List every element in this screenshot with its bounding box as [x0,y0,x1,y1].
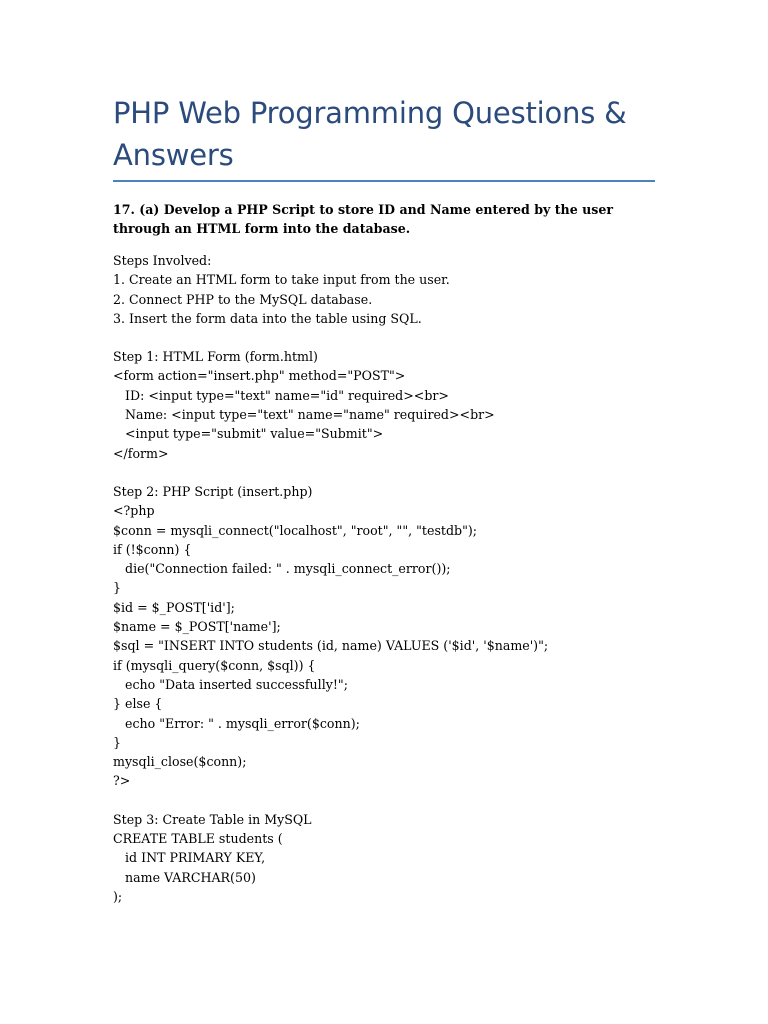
text-line: } [113,734,122,750]
text-line: $sql = "INSERT INTO students (id, name) VALUES ('$id', '$name')"; [113,638,549,654]
title-divider [113,180,655,182]
text-line: } [113,580,122,596]
text-line: $id = $_POST['id']; [113,599,235,615]
text-line: ID: <input type="text" name="id" required><br> [113,387,449,403]
text-line: $conn = mysqli_connect("localhost", "root", "", "testdb"); [113,522,478,538]
text-line: Step 3: Create Table in MySQL [113,811,312,827]
step3-section [113,810,655,906]
question-text: 17. (a) Develop a PHP Script to store ID and Name entered by the user through an HTML form into the database. [113,202,613,236]
text-line: if (!$conn) { [113,541,192,557]
text-line: 2. Connect PHP to the MySQL database. [113,291,373,307]
text-line: Steps Involved: [113,253,212,268]
steps-involved-section [113,251,655,328]
text-line: die("Connection failed: " . mysqli_connect_error()); [113,561,451,577]
text-line: $name = $_POST['name']; [113,619,281,635]
text-line: } else { [113,696,163,712]
text-line: <input type="submit" value="Submit"> [113,426,384,442]
page-title: PHP Web Programming Questions & Answers [113,96,627,172]
step1-section [113,347,655,463]
text-line: id INT PRIMARY KEY, [113,850,266,866]
text-line: <?php [113,503,155,519]
document-page [113,92,655,906]
text-line: mysqli_close($conn); [113,754,247,770]
text-line: Step 1: HTML Form (form.html) [113,349,318,365]
text-line: ?> [113,773,131,789]
text-line: <form action="insert.php" method="POST"> [113,368,406,384]
text-line: echo "Error: " . mysqli_error($conn); [113,715,360,731]
text-line: Step 2: PHP Script (insert.php) [113,483,313,499]
text-line: name VARCHAR(50) [113,869,256,885]
text-line: if (mysqli_query($conn, $sql)) { [113,657,316,673]
text-line: 1. Create an HTML form to take input from the user. [113,272,450,288]
text-line: CREATE TABLE students ( [113,831,283,847]
text-line: echo "Data inserted successfully!"; [113,676,348,692]
text-line: </form> [113,445,169,461]
text-line: 3. Insert the form data into the table using SQL. [113,310,422,326]
text-line: ); [113,888,123,904]
text-line: Name: <input type="text" name="name" required><br> [113,407,495,423]
step2-section [113,482,655,791]
